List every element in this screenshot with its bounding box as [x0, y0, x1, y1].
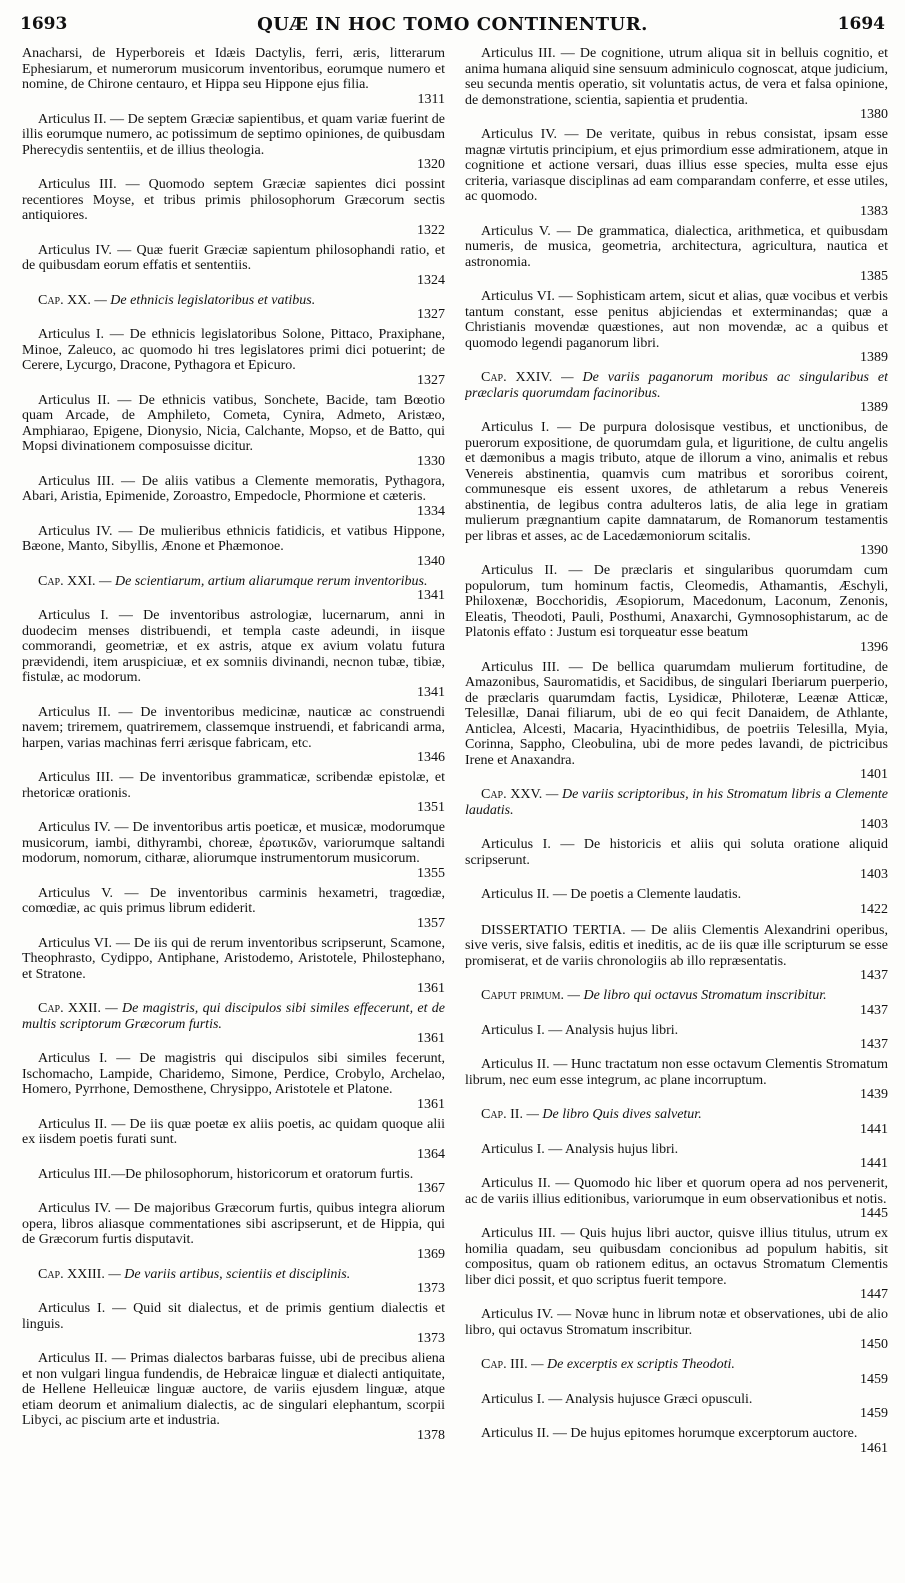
chapter-entry — [465, 988, 888, 1018]
toc-entry — [22, 112, 445, 173]
page-reference: 1364 — [417, 1146, 445, 1162]
toc-entry — [22, 608, 445, 700]
page-reference: 1396 — [860, 639, 888, 655]
entry-text — [22, 820, 445, 867]
toc-entry — [22, 524, 445, 569]
page-reference: 1361 — [417, 981, 445, 996]
chapter-label: Cap. XXI. — [38, 573, 96, 589]
chapter-label: Caput primum. — [481, 988, 565, 1003]
page-reference: 1437 — [860, 1037, 888, 1052]
entry-title: Articulus IV. — Novæ hunc in librum notæ et observationes, ubi de alio libro, qui octavus Stromatum inscribitur. — [465, 1307, 888, 1338]
chapter-entry — [22, 1267, 445, 1297]
entry-title: Articulus IV. — De inventoribus artis poeticæ, et musicæ, modorumque musicorum, iambi, dithyrambi, choreæ, ἐρωτικῶν, variorumque saltandi modorum, nomorum, citharæ, aliorumque instrumentorum musicorum. — [22, 820, 445, 866]
entry-title: Articulus I. — Analysis hujusce Græci opusculi. — [481, 1391, 753, 1407]
toc-entry — [465, 1226, 888, 1302]
page-reference: 1311 — [417, 91, 445, 107]
left-column — [22, 46, 445, 1576]
entry-text — [22, 1051, 445, 1098]
entry-text — [465, 1107, 888, 1123]
entry-text — [22, 1267, 445, 1283]
chapter-label: Cap. XXIII. — [38, 1266, 105, 1282]
page-reference: 1320 — [417, 157, 445, 172]
running-header — [20, 14, 885, 40]
chapter-entry — [465, 1107, 888, 1137]
entry-text — [465, 1426, 888, 1442]
toc-entry — [465, 1426, 888, 1456]
entry-text — [465, 837, 888, 868]
chapter-label: Cap. XXV. — [481, 787, 543, 802]
entry-text — [465, 660, 888, 769]
entry-title: Articulus I. — Analysis hujus libri. — [481, 1141, 679, 1157]
page-reference: 1361 — [417, 1096, 445, 1112]
toc-entry — [465, 1307, 888, 1352]
page-reference: 1346 — [417, 750, 445, 765]
page-reference: 1390 — [860, 543, 888, 558]
entry-title: — De magistris, qui discipulos sibi similes effecerunt, et de multis scriptorum Græcorum furtis. — [22, 1001, 445, 1032]
entry-text — [465, 887, 888, 903]
entry-text — [465, 1057, 888, 1088]
entry-title: Articulus I. — De purpura dolosisque vestibus, et unctionibus, de puerorum expositione, de quorumdam gula, et liguritione, de cultu angelis et dæmonibus a magis tributo, atque de illorum a vino, animalis et rebus Venereis abstinentia, quamvis cum matribus et sororibus coirent, communesque eis essent uxores, de athletarum a rebus Venereis abstinentia, de legibus contra adulteros latis, de alia lege in gratiam mulierum prægnantium capite damnatarum, de Romanorum testamentis per libras et asses, ac de Lacedæmoniorum scitalis. — [465, 420, 888, 544]
entry-text — [22, 574, 445, 590]
entry-text — [22, 608, 445, 686]
toc-entry — [465, 1023, 888, 1053]
page-reference: 1334 — [417, 503, 445, 519]
entry-title: Articulus III. — De inventoribus grammaticæ, scribendæ epistolæ, et rhetoricæ orationis. — [22, 770, 445, 801]
entry-title: Articulus V. — De grammatica, dialectica, arithmetica, et quibusdam numeris, de musica, geometria, architectura, agricultura, nautica et astronomia. — [465, 223, 888, 270]
entry-title: Articulus I. — De historicis et aliis qui soluta oratione aliquid scripserunt. — [465, 837, 888, 868]
toc-entry — [22, 1117, 445, 1162]
running-title: QUÆ IN HOC TOMO CONTINENTUR. — [257, 14, 648, 35]
page-reference: 1450 — [860, 1337, 888, 1352]
toc-entry — [22, 1051, 445, 1112]
page-reference: 1373 — [417, 1331, 445, 1346]
toc-entry — [465, 46, 888, 122]
entry-title: Articulus III.—De philosophorum, historicorum et oratorum furtis. — [38, 1166, 414, 1182]
entry-text — [465, 1307, 888, 1338]
entry-text — [465, 1392, 888, 1408]
entry-title: Articulus II. — De iis quæ poetæ ex aliis poetis, ac quidam quoque alii ex iisdem poetis furati sunt. — [22, 1116, 445, 1147]
toc-entry — [22, 1301, 445, 1346]
page-reference: 1401 — [860, 767, 888, 782]
page-reference: 1441 — [860, 1121, 888, 1137]
toc-entry — [465, 660, 888, 783]
entry-title: Articulus II. — De inventoribus medicinæ, nauticæ ac construendi navem; triremem, quatriremem, classemque instruendi, et fabricandi arma, harpen, varias machinas ferri ærisque fabricam, etc. — [22, 704, 445, 751]
entry-text — [465, 127, 888, 205]
entry-title: Articulus IV. — Quæ fuerit Græciæ sapientum philosophandi ratio, et de quibusdam eorum effatis et sententiis. — [22, 242, 445, 273]
page-reference: 1422 — [860, 901, 888, 917]
page-reference: 1403 — [860, 867, 888, 882]
chapter-label: DISSERTATIO TERTIA. — [481, 922, 626, 938]
page-reference: 1373 — [417, 1281, 445, 1296]
entry-text — [465, 1023, 888, 1039]
page-reference: 1369 — [417, 1246, 445, 1262]
page-reference: 1459 — [860, 1406, 888, 1421]
entry-title: Articulus III. — De aliis vatibus a Clemente memoratis, Pythagora, Abari, Aristia, Epimenide, Zoroastro, Empedocle, Phormione et cæteris. — [22, 473, 445, 504]
entry-text — [22, 243, 445, 274]
entry-text — [22, 112, 445, 159]
entry-title: — De scientiarum, artium aliarumque rerum inventoribus. — [95, 573, 428, 589]
chapter-entry — [22, 293, 445, 323]
page-reference: 1380 — [860, 107, 888, 122]
entry-text — [465, 420, 888, 544]
entry-text — [22, 393, 445, 455]
toc-entry — [22, 393, 445, 469]
entry-title: — De ethnicis legislatoribus et vatibus. — [90, 292, 316, 308]
toc-entry — [22, 705, 445, 766]
toc-entry — [22, 177, 445, 238]
entry-text — [22, 936, 445, 983]
entry-text — [22, 1301, 445, 1332]
entry-title: Articulus III. — Quis hujus libri auctor, quisve illius titulus, utrum ex homilia quadam, seu quibusdam concionibus ad populum habitis, sit compositus, quam ob rationem editus, an octavus Stromatum Clementis liber dici possit, et quo scriptus fuerit tempore. — [465, 1226, 888, 1288]
page-reference: 1437 — [860, 968, 888, 983]
entry-title: Articulus III. — De cognitione, utrum aliqua sit in belluis cognitio, et anima humana aliquid sine sensuum adminiculo cognoscat, atque judicium, seu secunda mentis operatio, sit voluntatis actus, de vera et falsa opinione, de demonstratione, scientia, sapientia et prudentia. — [465, 46, 888, 108]
entry-title: Articulus IV. — De majoribus Græcorum furtis, quibus integra aliorum opera, libros aliasque commentationes sibi ascripserunt, et de Hippia, qui de Græcorum furtis disputavit. — [22, 1201, 445, 1247]
toc-entry — [465, 837, 888, 882]
toc-entry — [22, 1201, 445, 1262]
entry-text — [465, 563, 888, 641]
entry-text — [465, 988, 888, 1004]
right-page-number: 1694 — [837, 14, 885, 34]
entry-text — [465, 1176, 888, 1207]
entry-title: Anacharsi, de Hyperboreis et Idæis Dactylis, ferri, æris, litterarum Ephesiarum, et numerorum musicorum inventoribus, eorumque numero et nomine, de Chirone centauro, et Hippa seu Hippone ejus filia. — [22, 46, 445, 92]
page-reference: 1439 — [860, 1087, 888, 1102]
toc-entry — [465, 1176, 888, 1221]
toc-entry — [22, 936, 445, 997]
entry-title: Articulus I. — De ethnicis legislatoribus Solone, Pittaco, Praxiphane, Minoe, Zaleuco, ac quomodo hi tres legislatores primi dici potuerint; de Cerere, Lycurgo, Dracone, Pythagora et Epicuro. — [22, 327, 445, 373]
toc-entry — [22, 243, 445, 288]
page-reference: 1437 — [860, 1002, 888, 1018]
entry-title: Articulus II. — De ethnicis vatibus, Sonchete, Bacide, tam Bœotio quam Arcade, de Amphileto, Cometa, Cynira, Admeto, Aristæo, Amphiarao, Epigene, Dionysio, Nicia, Calchante, Mopso, et de Batto, qui Mopsi divinationem composuisse dicitur. — [22, 392, 445, 454]
entry-title: — De aliis Clementis Alexandrini operibus, sive veris, sive falsis, editis et ineditis, ac de iis quæ ille scripturum se esse promiserat, et de variis chronologiis ab illo repræsentatis. — [465, 922, 888, 969]
chapter-entry — [465, 787, 888, 832]
entry-text — [22, 770, 445, 801]
toc-entry — [465, 127, 888, 219]
dissertation-entry — [465, 923, 888, 984]
chapter-label: Cap. II. — [481, 1107, 523, 1122]
entry-title: Articulus IV. — De veritate, quibus in rebus consistat, ipsam esse magnæ virtutis principium, et ejus primordium esse admirationem, atque in cognitione et actione versari, duas illius esse species, multa esse ejus criteria, variasque disciplinas ad eam comparandam conferre, et esse utiles, ac quomodo. — [465, 127, 888, 204]
toc-entry — [22, 1351, 445, 1443]
entry-text — [465, 46, 888, 108]
entry-text — [465, 1357, 888, 1373]
entry-text — [465, 1226, 888, 1288]
page-reference: 1357 — [417, 915, 445, 931]
entry-text — [22, 177, 445, 224]
right-column — [465, 46, 888, 1576]
page-reference: 1461 — [860, 1440, 888, 1456]
entry-text — [22, 1351, 445, 1429]
entry-text — [22, 1117, 445, 1148]
page-reference: 1322 — [417, 222, 445, 238]
entry-title: Articulus III. — De bellica quarumdam mulierum fortitudine, de Amazonibus, Sauromatidis, et Sacidibus, de singulari Iberiarum puerperio, de præclaris quarumdam factis, Lysidicæ, Philoteræ, Leænæ Atticæ, Telesillæ, Danai filiarum, ubi de eo qui fecit Danaidem, de Athlante, Anticlea, Alcesti, Macaria, Hyacinthidibus, de poetriis Telesilla, Myia, Corinna, Sappho, Cleobulina, ubi de more pedes lavandi, de pictricibus Irene et Anaxandra. — [465, 659, 888, 768]
toc-entry — [465, 289, 888, 365]
entry-title: Articulus II. — De septem Græciæ sapientibus, et quam variæ fuerint de illis eorumque numero, ac potissimum de septimo opiniones, de quibusdam Pherecydis sententiis, et de illius theologia. — [22, 111, 445, 158]
toc-entry — [465, 887, 888, 917]
page-reference: 1385 — [860, 269, 888, 284]
page-reference: 1324 — [417, 272, 445, 288]
entry-text — [22, 1167, 445, 1183]
toc-entry — [22, 46, 445, 107]
page-reference: 1445 — [860, 1206, 888, 1221]
toc-entry — [22, 474, 445, 519]
page-reference: 1340 — [417, 553, 445, 569]
entry-title: Articulus II. — Quomodo hic liber et quorum opera ad nos pervenerit, ac de variis illius editionibus, variorumque in eum observationibus et notis. — [465, 1176, 888, 1207]
toc-entry — [22, 327, 445, 388]
page-reference: 1459 — [860, 1371, 888, 1387]
entry-title: Articulus III. — Quomodo septem Græciæ sapientes dici possint recentiores Moyse, et tribus primis philosophorum Græcorum sectis antiquiores. — [22, 177, 445, 223]
toc-entry — [465, 224, 888, 285]
toc-entry — [465, 563, 888, 655]
entry-title: Articulus II. — Hunc tractatum non esse octavum Clementis Stromatum librum, nec eum esse integrum, ac plane incorruptum. — [465, 1057, 888, 1088]
chapter-label: Cap. XXIV. — [481, 370, 553, 385]
entry-text — [22, 705, 445, 752]
entry-text — [22, 886, 445, 917]
toc-entry — [465, 1392, 888, 1422]
entry-text — [465, 289, 888, 351]
entry-title: Articulus II. — De poetis a Clemente laudatis. — [481, 887, 742, 902]
entry-title: Articulus II. — De hujus epitomes horumque excerptorum auctore. — [481, 1426, 858, 1441]
entry-title: Articulus I. — De inventoribus astrologiæ, lucernarum, anni in duodecim menses distribuendi, et templa caste adeundi, in iisque commorandi, geometriæ, et ex astris, atque ex avium volatu futura prævidendi, item aruspiciuæ, et ex somniis divinandi, necnon tubæ, tibiæ, fistulæ, ac modorum. — [22, 608, 445, 685]
page-reference: 1441 — [860, 1156, 888, 1171]
chapter-label: Cap. XXII. — [38, 1001, 101, 1016]
entry-title: — De variis artibus, scientiis et disciplinis. — [104, 1266, 351, 1282]
page-reference: 1327 — [417, 307, 445, 322]
entry-text — [465, 224, 888, 271]
page-reference: 1341 — [417, 684, 445, 700]
page-reference: 1403 — [860, 817, 888, 832]
page-reference: 1330 — [417, 453, 445, 469]
entry-title: Articulus II. — Primas dialectos barbaras fuisse, ubi de precibus aliena et non vulgari lingua fundendis, de Hebraicæ linguæ et dialecti antiquitate, de Hellene Helleuicæ linguæ auctore, de variis ejusdem linguæ, atque etiam deorum et animalium dialectis, ac de singulari elephantum, scorpii Libyci, ac piscium arte et industria. — [22, 1351, 445, 1428]
page-reference: 1389 — [860, 400, 888, 415]
entry-text — [22, 293, 445, 309]
page-reference: 1378 — [417, 1427, 445, 1443]
page-reference: 1355 — [417, 865, 445, 881]
entry-text — [465, 787, 888, 818]
toc-entry — [22, 1167, 445, 1197]
chapter-label: Cap. III. — [481, 1357, 528, 1372]
chapter-entry — [465, 370, 888, 415]
toc-entry — [22, 820, 445, 881]
page-reference: 1351 — [417, 800, 445, 815]
entry-text — [22, 1001, 445, 1032]
page-reference: 1383 — [860, 203, 888, 219]
entry-title: — De libro Quis dives salvetur. — [522, 1107, 702, 1122]
entry-title: Articulus IV. — De mulieribus ethnicis fatidicis, et vatibus Hippone, Bæone, Manto, Sibyllis, Ænone et Phæmonoe. — [22, 523, 445, 554]
page-reference: 1327 — [417, 372, 445, 388]
entry-title: Articulus V. — De inventoribus carminis hexametri, tragœdiæ, comœdiæ, ac quis primus librum ediderit. — [22, 885, 445, 916]
toc-entry — [22, 886, 445, 931]
entry-text — [22, 474, 445, 505]
page-reference: 1361 — [417, 1031, 445, 1046]
left-page-number: 1693 — [20, 14, 68, 34]
entry-text — [22, 524, 445, 555]
entry-title: Articulus I. — De magistris qui discipulos sibi similes fecerunt, Ischomacho, Lampide, Charidemo, Simone, Perdice, Crobylo, Archelao, Homero, Pyrrhone, Demosthene, Chrysippo, Aristotele et Platone. — [22, 1051, 445, 1097]
entry-text — [22, 327, 445, 374]
entry-title: — De variis scriptoribus, in his Stromatum libris a Clemente laudatis. — [465, 787, 888, 818]
page-reference: 1389 — [860, 350, 888, 365]
entry-title: — De libro qui octavus Stromatum inscribitur. — [564, 988, 827, 1003]
toc-entry — [22, 770, 445, 815]
page-reference: 1341 — [417, 588, 445, 603]
toc-entry — [465, 1057, 888, 1102]
entry-text — [465, 370, 888, 401]
entry-title: Articulus I. — Analysis hujus libri. — [481, 1022, 679, 1038]
toc-entry — [465, 1142, 888, 1172]
entry-text — [22, 46, 445, 93]
chapter-label: Cap. XX. — [38, 292, 91, 308]
chapter-entry — [22, 574, 445, 604]
entry-text — [22, 1201, 445, 1248]
toc-entry — [465, 420, 888, 558]
chapter-entry — [22, 1001, 445, 1046]
entry-text — [465, 923, 888, 970]
entry-title: — De excerptis ex scriptis Theodoti. — [527, 1357, 735, 1372]
chapter-entry — [465, 1357, 888, 1387]
entry-title: Articulus I. — Quid sit dialectus, et de primis gentium dialectis et linguis. — [22, 1301, 445, 1332]
entry-title: Articulus VI. — Sophisticam artem, sicut et alias, quæ vocibus et verbis tantum constant, esse penitus abjiciendas et exterminandas; quæ a Christianis movendæ quæstiones, aut non movendæ, ac a quibus et quomodo legendi paganorum libri. — [465, 289, 888, 351]
entry-title: — De variis paganorum moribus ac singularibus et præclaris quorumdam facinoribus. — [465, 370, 888, 401]
page-reference: 1367 — [417, 1181, 445, 1196]
page-reference: 1447 — [860, 1287, 888, 1302]
entry-title: Articulus VI. — De iis qui de rerum inventoribus scripserunt, Scamone, Theophrasto, Cydippo, Antiphane, Aristodemo, Aristotele, Philostephano, et Stratone. — [22, 935, 445, 982]
entry-text — [465, 1142, 888, 1158]
entry-title: Articulus II. — De præclaris et singularibus quorumdam cum populorum, tum hominum factis, Cleomedis, Athamantis, Æschyli, Philoxenæ, Bocchoridis, Æsopiorum, Macedonum, Laconum, Zenonis, Eleatis, Theodoti, Pauli, Posthumi, Anaxarchi, Gymnosophistarum, ac de Platonis effato : Justum esi torqueatur esse beatum — [465, 563, 888, 640]
